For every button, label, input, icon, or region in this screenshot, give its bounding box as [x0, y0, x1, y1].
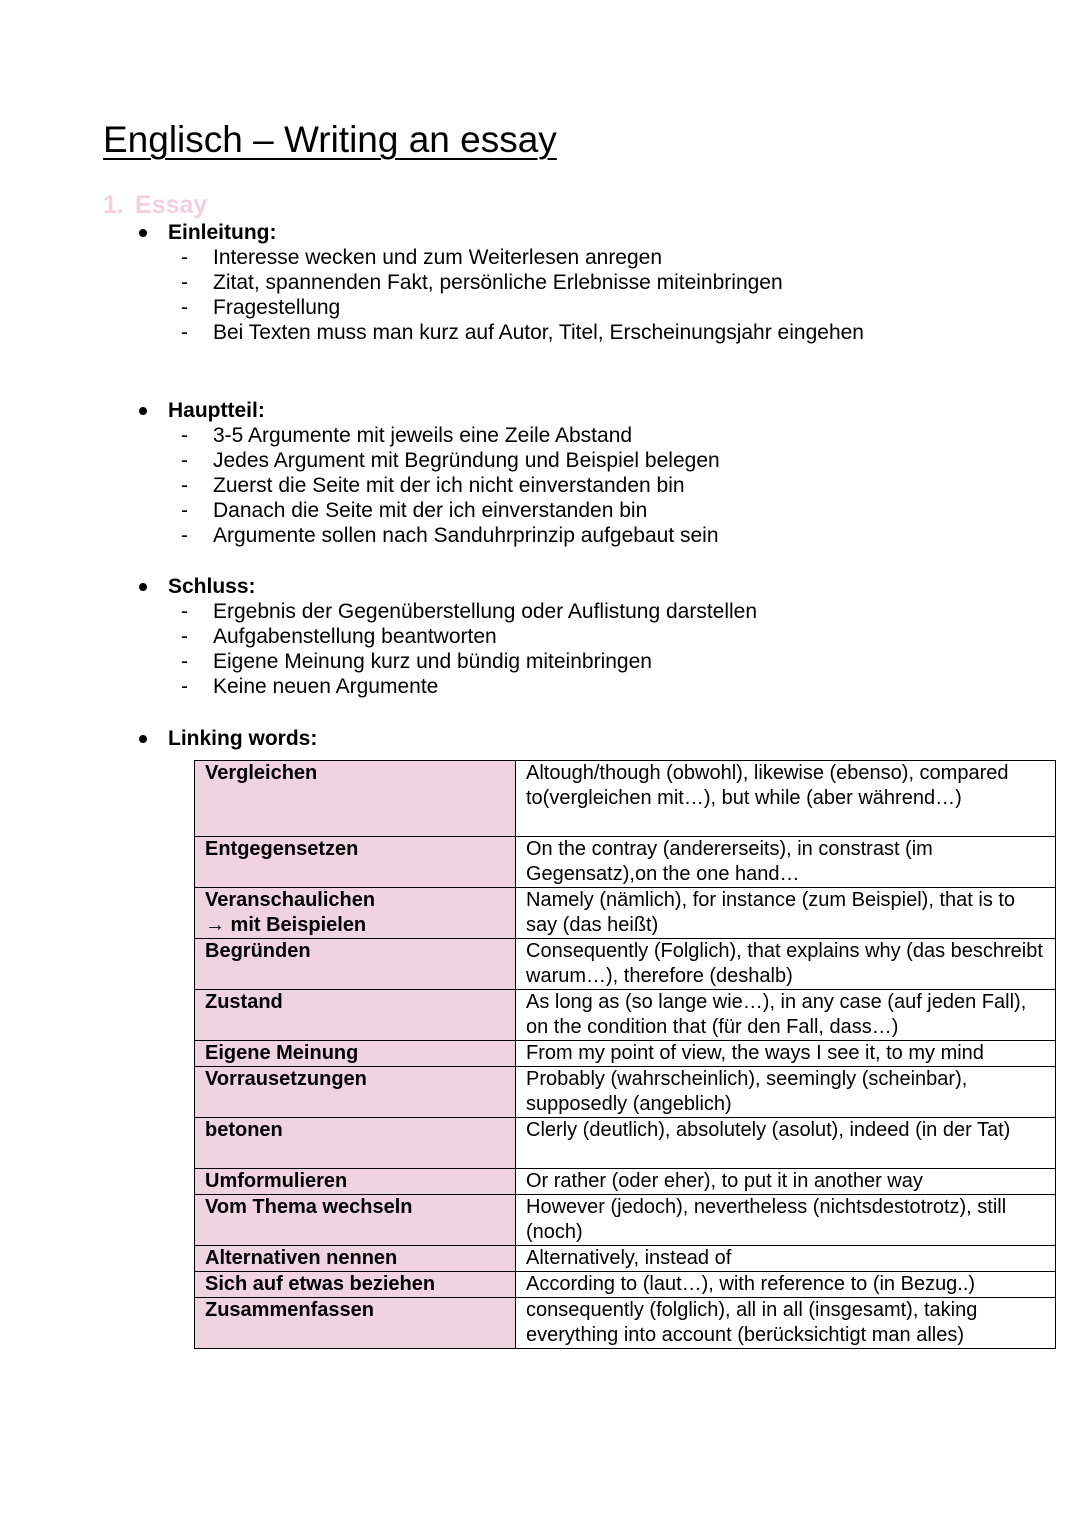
hauptteil-list: [136, 423, 720, 548]
list-item: [136, 624, 757, 649]
dash-icon: -: [181, 321, 188, 344]
list-item: [136, 295, 864, 320]
dash-icon: -: [181, 296, 188, 319]
schluss-list: [136, 599, 757, 699]
list-item: [136, 473, 720, 498]
bullet-icon: [139, 229, 147, 237]
list-item-text: Keine neuen Argumente: [213, 675, 439, 698]
words-cell: Or rather (oder eher), to put it in another way: [516, 1169, 1056, 1195]
table-row: [195, 1067, 1056, 1118]
category-text: Alternativen nennen: [205, 1247, 398, 1269]
category-text: Umformulieren: [205, 1170, 348, 1192]
category-text: Begründen: [205, 940, 311, 962]
words-cell: As long as (so lange wie…), in any case (auf jeden Fall), on the condition that (für den Fall, dass…): [516, 990, 1056, 1041]
category-cell: [195, 1118, 516, 1169]
dash-icon: -: [181, 271, 188, 294]
dash-icon: -: [181, 449, 188, 472]
category-cell: [195, 1272, 516, 1298]
words-cell: Altough/though (obwohl), likewise (ebenso), compared to(vergleichen mit…), but while (aber während…): [516, 761, 1056, 837]
category-cell: [195, 1041, 516, 1067]
dash-icon: -: [181, 600, 188, 623]
linking-heading-text: Linking words:: [168, 727, 318, 750]
bullet-icon: [139, 735, 147, 743]
list-item-text: Danach die Seite mit der ich einverstanden bin: [213, 499, 648, 522]
category-subtext: → mit Beispielen: [205, 914, 367, 936]
category-text: Veranschaulichen: [205, 889, 376, 911]
table-row: [195, 1298, 1056, 1349]
dash-icon: -: [181, 424, 188, 447]
table-row: [195, 939, 1056, 990]
list-item: [136, 498, 720, 523]
list-item-text: Argumente sollen nach Sanduhrprinzip aufgebaut sein: [213, 524, 719, 547]
category-cell: [195, 1169, 516, 1195]
list-item: [136, 523, 720, 548]
table-row: [195, 888, 1056, 939]
schluss-heading-text: Schluss:: [168, 575, 256, 598]
schluss-heading: [136, 574, 757, 599]
words-cell: Probably (wahrscheinlich), seemingly (scheinbar), supposedly (angeblich): [516, 1067, 1056, 1118]
hauptteil-heading: [136, 398, 720, 423]
bullet-icon: [139, 583, 147, 591]
einleitung-list: [136, 245, 864, 345]
list-item-text: Fragestellung: [213, 296, 341, 319]
category-cell: [195, 1298, 516, 1349]
einleitung-block: [136, 220, 864, 345]
words-cell: consequently (folglich), all in all (insgesamt), taking everything into account (berücksichtigt man alles): [516, 1298, 1056, 1349]
category-text: Vorrausetzungen: [205, 1068, 367, 1090]
category-cell: [195, 1195, 516, 1246]
list-item: [136, 423, 720, 448]
list-item-text: Bei Texten muss man kurz auf Autor, Titel, Erscheinungsjahr eingehen: [213, 321, 864, 344]
linking-heading: [136, 726, 317, 751]
table-row: [195, 1246, 1056, 1272]
list-item-text: Ergebnis der Gegenüberstellung oder Auflistung darstellen: [213, 600, 758, 623]
section-number: 1.: [103, 191, 124, 219]
list-item-text: Zitat, spannenden Fakt, persönliche Erlebnisse miteinbringen: [213, 271, 783, 294]
linking-block: [136, 726, 317, 751]
category-cell: [195, 1067, 516, 1118]
list-item: [136, 448, 720, 473]
list-item-text: Aufgabenstellung beantworten: [213, 625, 497, 648]
section-heading: [103, 190, 207, 220]
dash-icon: -: [181, 650, 188, 673]
category-cell: [195, 939, 516, 990]
hauptteil-heading-text: Hauptteil:: [168, 399, 265, 422]
category-cell: [195, 990, 516, 1041]
table-row: [195, 761, 1056, 837]
category-cell: [195, 1246, 516, 1272]
table-row: [195, 837, 1056, 888]
words-cell: On the contray (andererseits), in constrast (im Gegensatz),on the one hand…: [516, 837, 1056, 888]
list-item-text: Zuerst die Seite mit der ich nicht einverstanden bin: [213, 474, 685, 497]
category-cell: [195, 837, 516, 888]
dash-icon: -: [181, 499, 188, 522]
category-text: Eigene Meinung: [205, 1042, 359, 1064]
list-item: [136, 599, 757, 624]
dash-icon: -: [181, 524, 188, 547]
category-text: Sich auf etwas beziehen: [205, 1273, 436, 1295]
category-text: Vergleichen: [205, 762, 318, 784]
list-item: [136, 320, 864, 345]
list-item: [136, 245, 864, 270]
words-cell: Alternatively, instead of: [516, 1246, 1056, 1272]
table-row: [195, 990, 1056, 1041]
table-row: [195, 1041, 1056, 1067]
category-text: Entgegensetzen: [205, 838, 359, 860]
words-cell: Namely (nämlich), for instance (zum Beispiel), that is to say (das heißt): [516, 888, 1056, 939]
words-cell: From my point of view, the ways I see it, to my mind: [516, 1041, 1056, 1067]
words-cell: Consequently (Folglich), that explains why (das beschreibt warum…), therefore (deshalb): [516, 939, 1056, 990]
list-item-text: Interesse wecken und zum Weiterlesen anregen: [213, 246, 663, 269]
category-cell: [195, 888, 516, 939]
words-cell: However (jedoch), nevertheless (nichtsdestotrotz), still (noch): [516, 1195, 1056, 1246]
dash-icon: -: [181, 675, 188, 698]
list-item: [136, 649, 757, 674]
table-row: [195, 1118, 1056, 1169]
dash-icon: -: [181, 246, 188, 269]
section-label: Essay: [135, 191, 208, 219]
dash-icon: -: [181, 625, 188, 648]
list-item: [136, 270, 864, 295]
list-item-text: Jedes Argument mit Begründung und Beispiel belegen: [213, 449, 720, 472]
schluss-block: [136, 574, 757, 699]
category-text: betonen: [205, 1119, 283, 1141]
dash-icon: -: [181, 474, 188, 497]
einleitung-heading-text: Einleitung:: [168, 221, 277, 244]
list-item: [136, 674, 757, 699]
table-row: [195, 1195, 1056, 1246]
words-cell: Clerly (deutlich), absolutely (asolut), indeed (in der Tat): [516, 1118, 1056, 1169]
page-title: Englisch – Writing an essay: [103, 119, 557, 160]
words-cell: According to (laut…), with reference to (in Bezug..): [516, 1272, 1056, 1298]
category-cell: [195, 761, 516, 837]
linking-words-table: [194, 760, 1056, 1349]
table-row: [195, 1272, 1056, 1298]
bullet-icon: [139, 407, 147, 415]
table-row: [195, 1169, 1056, 1195]
category-text: Vom Thema wechseln: [205, 1196, 413, 1218]
category-text: Zusammenfassen: [205, 1299, 374, 1321]
list-item-text: Eigene Meinung kurz und bündig miteinbringen: [213, 650, 652, 673]
list-item-text: 3-5 Argumente mit jeweils eine Zeile Abstand: [213, 424, 633, 447]
hauptteil-block: [136, 398, 720, 548]
category-text: Zustand: [205, 991, 283, 1013]
einleitung-heading: [136, 220, 864, 245]
